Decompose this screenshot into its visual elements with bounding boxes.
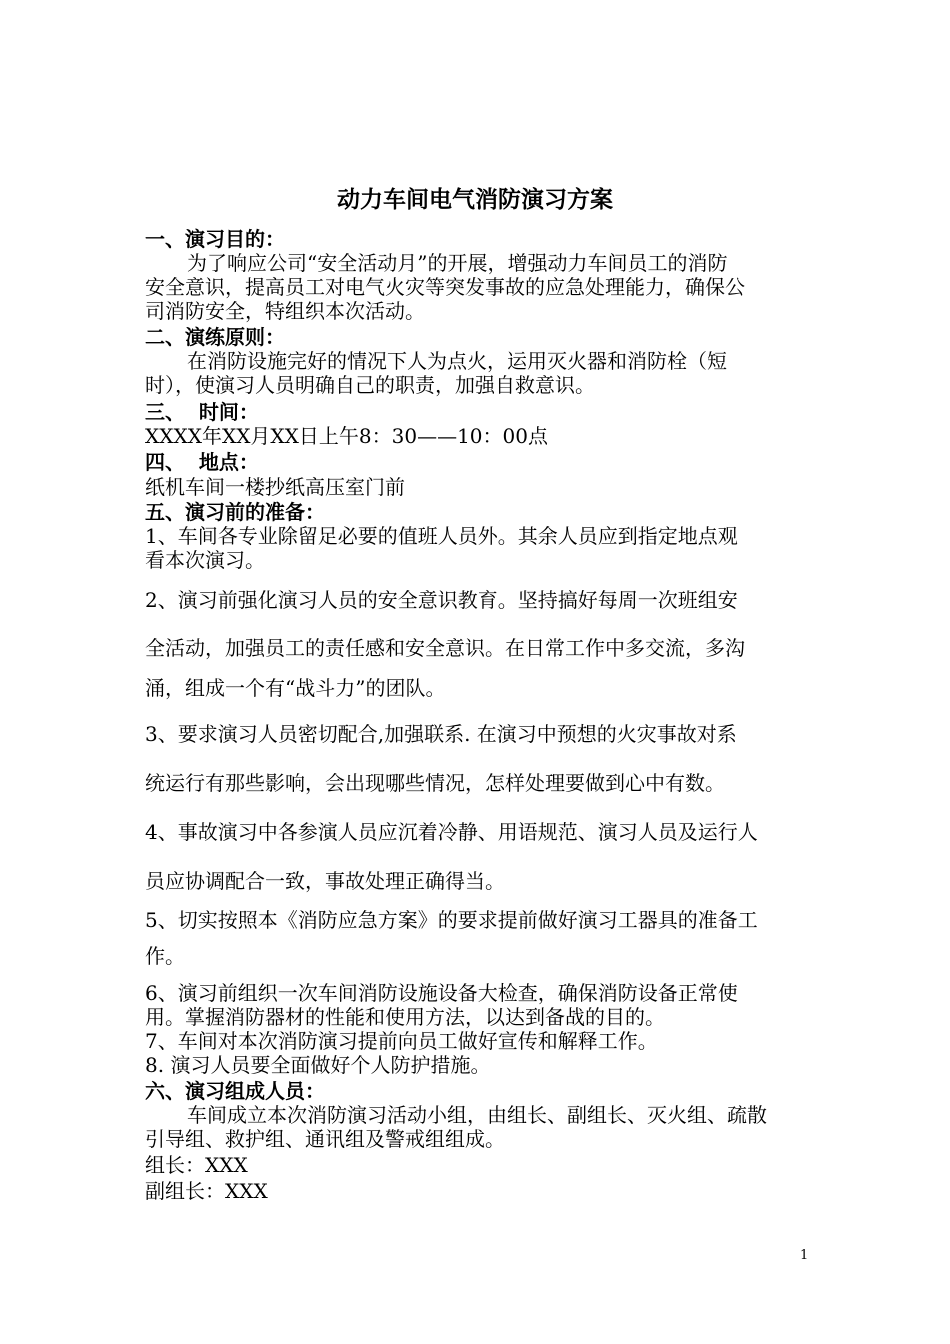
paragraph-line: 组长：XXX <box>145 1153 248 1177</box>
paragraph-line: 副组长：XXX <box>145 1179 268 1203</box>
paragraph-line: 引导组、救护组、通讯组及警戒组组成。 <box>145 1127 505 1151</box>
paragraph-line: 4、事故演习中各参演人员应沉着冷静、用语规范、演习人员及运行人 <box>145 820 758 844</box>
paragraph-line: 8. 演习人员要全面做好个人防护措施。 <box>145 1053 491 1077</box>
paragraph-line: XXXX年XX月XX日上午8：30——10：00点 <box>145 424 548 448</box>
section-heading-6: 六、演习组成人员： <box>145 1079 325 1103</box>
paragraph-line: 作。 <box>145 944 185 968</box>
paragraph-line: 用。掌握消防器材的性能和使用方法，以达到备战的目的。 <box>145 1005 665 1029</box>
paragraph-line: 时），使演习人员明确自己的职责，加强自救意识。 <box>145 373 595 397</box>
paragraph-line: 全活动，加强员工的责任感和安全意识。在日常工作中多交流，多沟 <box>145 636 745 660</box>
section-heading-2: 二、演练原则： <box>145 325 285 349</box>
paragraph-line: 纸机车间一楼抄纸高压室门前 <box>145 475 405 499</box>
page-number: 1 <box>800 1248 809 1263</box>
paragraph-line: 安全意识，提高员工对电气火灾等突发事故的应急处理能力，确保公 <box>145 275 745 299</box>
paragraph-line: 统运行有那些影响，会出现哪些情况，怎样处理要做到心中有数。 <box>145 771 725 795</box>
paragraph-line: 1、车间各专业除留足必要的值班人员外。其余人员应到指定地点观 <box>145 524 738 548</box>
paragraph-line: 在消防设施完好的情况下人为点火，运用灭火器和消防栓（短 <box>187 349 727 373</box>
section-heading-4: 四、 地点： <box>145 450 259 474</box>
paragraph-line: 员应协调配合一致，事故处理正确得当。 <box>145 869 505 893</box>
document-title: 动力车间电气消防演习方案 <box>337 186 613 213</box>
paragraph-line: 看本次演习。 <box>145 548 265 572</box>
section-heading-5: 五、演习前的准备： <box>145 500 325 524</box>
paragraph-line: 3、要求演习人员密切配合,加强联系. 在演习中预想的火灾事故对系 <box>145 722 737 746</box>
section-heading-3: 三、 时间： <box>145 400 259 424</box>
paragraph-line: 司消防安全，特组织本次活动。 <box>145 299 425 323</box>
paragraph-line: 为了响应公司“安全活动月”的开展，增强动力车间员工的消防 <box>187 251 728 275</box>
paragraph-line: 6、演习前组织一次车间消防设施设备大检查，确保消防设备正常使 <box>145 981 738 1005</box>
paragraph-line: 5、切实按照本《消防应急方案》的要求提前做好演习工器具的准备工 <box>145 908 758 932</box>
section-heading-1: 一、演习目的： <box>145 227 285 251</box>
paragraph-line: 车间成立本次消防演习活动小组，由组长、副组长、灭火组、疏散 <box>187 1103 767 1127</box>
paragraph-line: 2、演习前强化演习人员的安全意识教育。坚持搞好每周一次班组安 <box>145 588 738 612</box>
paragraph-line: 涌，组成一个有“战斗力”的团队。 <box>145 676 446 700</box>
paragraph-line: 7、车间对本次消防演习提前向员工做好宣传和解释工作。 <box>145 1029 658 1053</box>
